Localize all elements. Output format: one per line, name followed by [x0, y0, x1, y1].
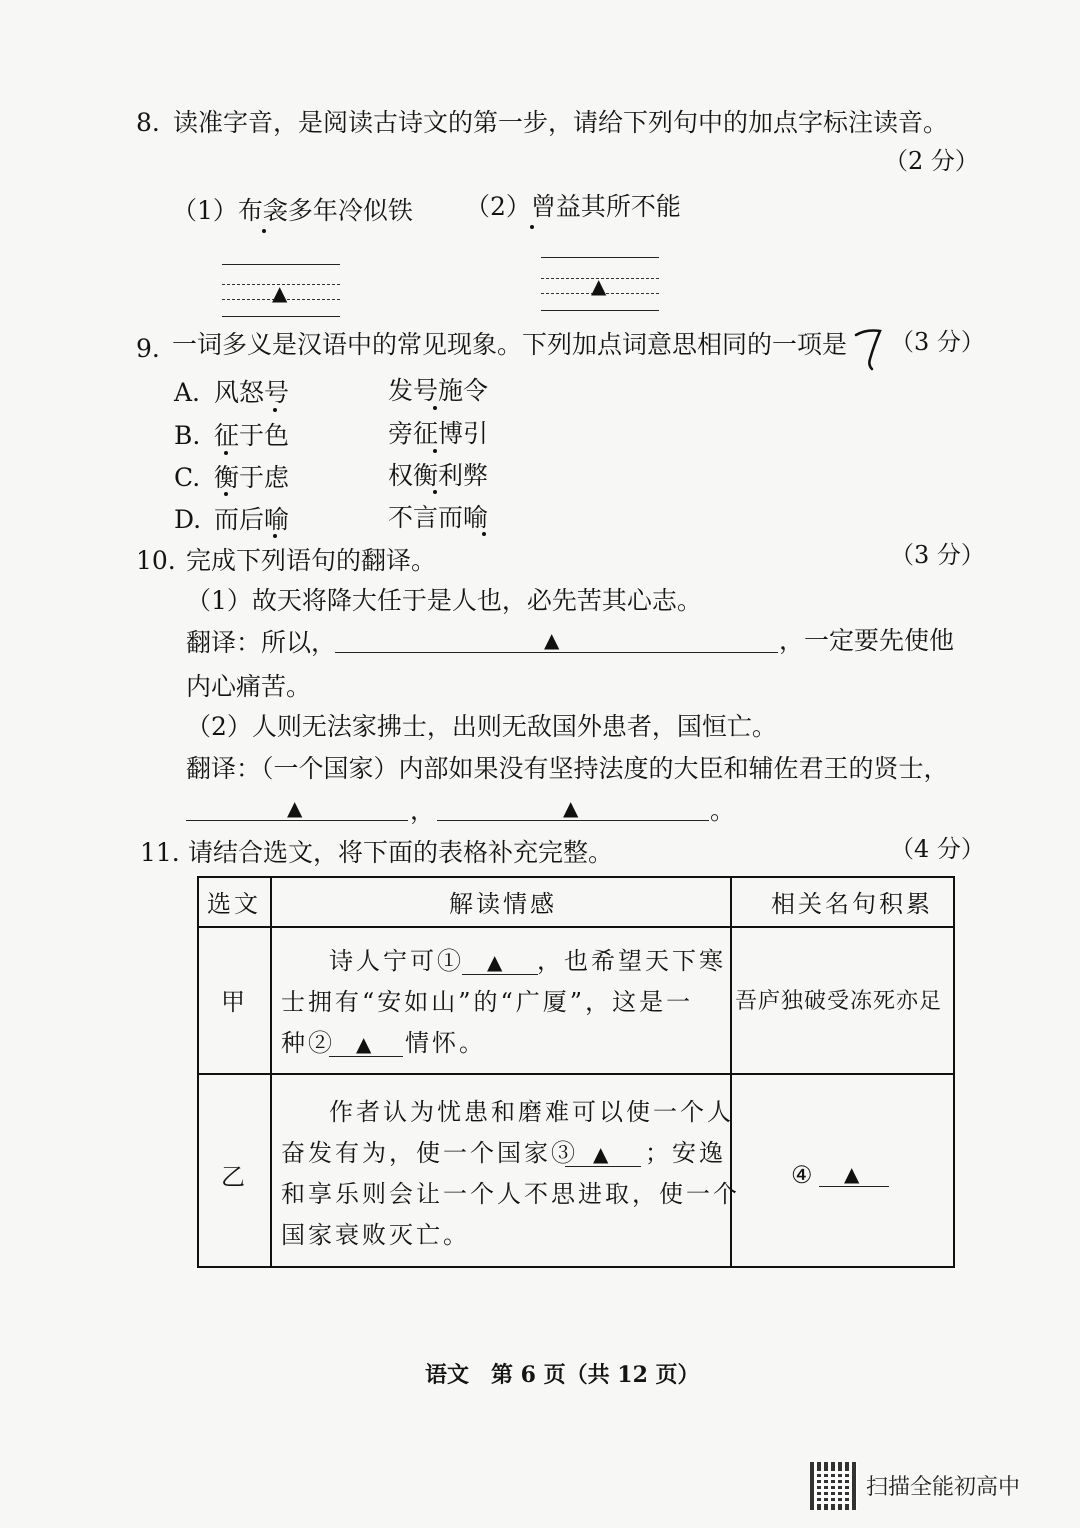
option-label: A.: [174, 378, 201, 407]
watermark-text: 扫描全能初高中: [866, 1475, 1021, 1500]
q10-sentence-1: （1）故天将降大任于是人也，必先苦其心志。: [186, 586, 702, 615]
q10-translation-1-suffix: ，一定要先使他: [779, 626, 955, 655]
option-left: 而后喻: [214, 505, 290, 534]
q10-translation-1-prefix: 翻译：所以，: [186, 628, 337, 657]
q10-translation-1-line2: 内心痛苦。: [186, 672, 312, 701]
q10-number: 10.: [136, 546, 176, 575]
row2-blank4-label: ④: [791, 1161, 816, 1189]
row1-quote: 吾庐独破受冻死亦足: [735, 989, 943, 1014]
q8-item2: （2）曾益其所不能: [465, 192, 681, 221]
q8-stem: 读准字音，是阅读古诗文的第一步，请给下列句中的加点字标注读音。: [173, 108, 949, 137]
row2-line2a: 奋发有为，使一个国家③: [281, 1139, 578, 1167]
row2-line1: 作者认为忧患和磨难可以使一个人: [329, 1098, 734, 1126]
emphasis-dot: [530, 225, 534, 229]
q9-number: 9.: [136, 334, 160, 363]
answer-triangle: ▲: [487, 950, 503, 974]
option-right: 不言而喻: [388, 503, 489, 532]
answer-blank-1: [462, 974, 538, 975]
answer-triangle: ▲: [593, 1142, 609, 1166]
answer-triangle: ▲: [356, 1032, 372, 1056]
answer-blank: [335, 652, 778, 653]
option-left: 风怒号: [214, 378, 290, 407]
table-header-text: 选文: [207, 890, 261, 918]
q10-translation-2-line1: 翻译：（一个国家）内部如果没有坚持法度的大臣和辅佐君王的贤士，: [186, 754, 949, 783]
q11-table: [197, 876, 955, 1268]
q10-sentence-2: （2）人则无法家拂士，出则无敌国外患者，国恒亡。: [186, 712, 777, 741]
option-label: D.: [174, 505, 202, 534]
q11-stem: 请结合选文，将下面的表格补充完整。: [188, 838, 614, 867]
option-left: 衡于虑: [214, 463, 290, 492]
handwritten-answer-mark: [852, 325, 892, 375]
answer-blank-4: [819, 1186, 889, 1187]
answer-triangle: ▲: [563, 796, 579, 820]
q10-stem: 完成下列语句的翻译。: [186, 546, 437, 575]
table-header-emotion: 解读情感: [449, 890, 557, 918]
q9-stem: 一词多义是汉语中的常见现象。下列加点词意思相同的一项是: [172, 330, 848, 359]
table-header-quotes: 相关名句积累: [771, 890, 933, 918]
answer-blank: [437, 820, 709, 821]
row1-line3b: 情怀。: [405, 1029, 486, 1057]
q8-score: （2 分）: [884, 147, 979, 175]
answer-blank-3: [565, 1166, 641, 1167]
option-right: 旁征博引: [388, 419, 489, 448]
answer-triangle: ▲: [844, 1162, 860, 1186]
q9-score: （3 分）: [890, 328, 985, 356]
q10-period: 。: [710, 796, 736, 825]
q8-item1: （1）布衾多年冷似铁: [172, 196, 413, 225]
row1-text: 甲: [221, 988, 248, 1016]
row1-line2: 士拥有“安如山”的“广厦”，这是一: [281, 988, 694, 1016]
answer-triangle: ▲: [287, 796, 303, 820]
row2-line4: 国家衰败灭亡。: [281, 1221, 470, 1249]
row1-line1b: ，也希望天下寒: [537, 947, 726, 975]
row2-text: 乙: [221, 1163, 248, 1191]
row2-line2b: ；安逸: [645, 1139, 726, 1167]
answer-triangle: ▲: [544, 628, 560, 652]
q10-score: （3 分）: [890, 541, 985, 569]
row2-line3: 和享乐则会让一个人不思进取，使一个: [281, 1180, 740, 1208]
page-footer: 语文 第 6 页（共 12 页）: [425, 1362, 700, 1388]
answer-blank-2: [329, 1056, 403, 1057]
option-right: 发号施令: [388, 376, 489, 405]
q8-number: 8.: [136, 108, 160, 137]
qr-code-icon: [810, 1462, 858, 1510]
q11-score: （4 分）: [890, 835, 985, 863]
answer-triangle: ▲: [272, 281, 288, 305]
option-right: 权衡利弊: [388, 461, 489, 490]
q10-comma: ，: [410, 796, 436, 825]
option-label: B.: [174, 421, 201, 450]
answer-blank: [186, 820, 408, 821]
option-label: C.: [174, 463, 201, 492]
option-left: 征于色: [214, 421, 290, 450]
row1-line1a: 诗人宁可①: [329, 947, 464, 975]
emphasis-dot: [262, 229, 266, 233]
row1-line3a: 种②: [281, 1029, 335, 1057]
q11-number: 11.: [140, 838, 180, 867]
answer-triangle: ▲: [591, 274, 607, 298]
